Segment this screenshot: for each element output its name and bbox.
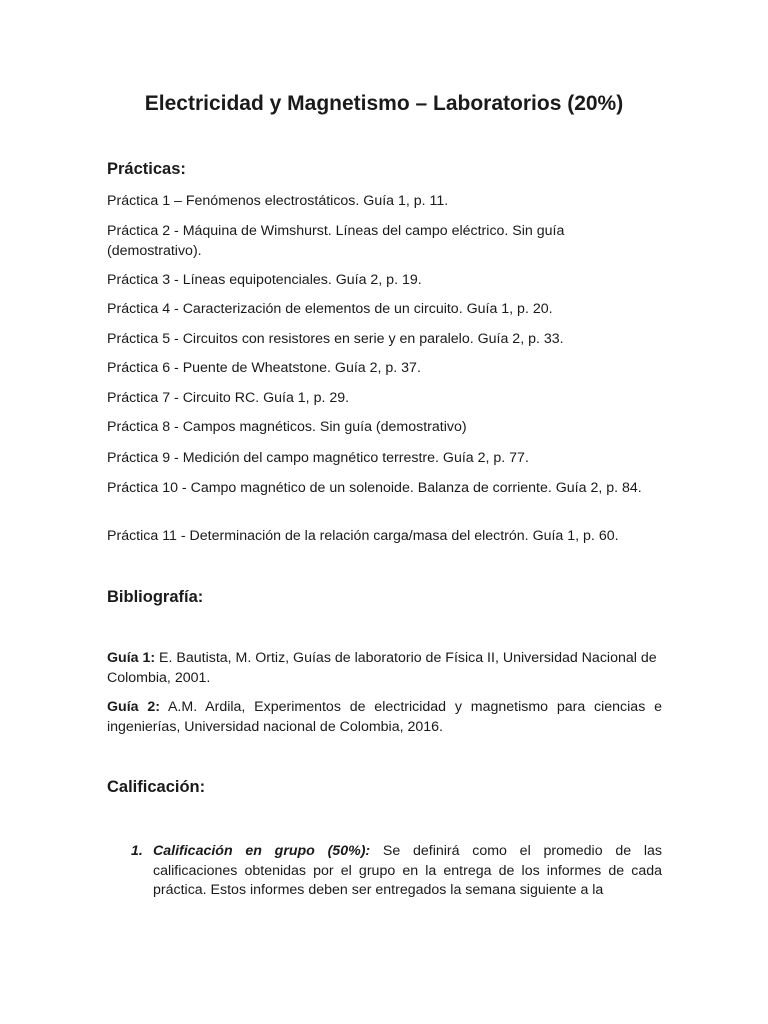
- list-item-text: Se definirá como el promedio de las calificaciones obtenidas por el grupo en la entrega de los informes de cada práctica. Estos informes deben ser entregados la semana siguiente a la: [153, 843, 662, 898]
- bibliography-entry: [107, 649, 662, 688]
- guia2-label: Guía 2:: [107, 699, 160, 715]
- page-title: Electricidad y Magnetismo – Laboratorios (20%): [144, 92, 624, 115]
- practica-item: Práctica 11 - Determinación de la relación carga/masa del electrón. Guía 1, p. 60.: [107, 528, 619, 544]
- guia1-label: Guía 1:: [107, 650, 156, 666]
- practica-item: Práctica 2 - Máquina de Wimshurst. Líneas del campo eléctrico. Sin guía (demostrativo).: [107, 223, 565, 259]
- practica-item: Práctica 8 - Campos magnéticos. Sin guía (demostrativo): [107, 419, 467, 435]
- practica-item: Práctica 6 - Puente de Wheatstone. Guía 2, p. 37.: [107, 360, 421, 376]
- bibliografia-heading: Bibliografía:: [107, 588, 204, 606]
- calificacion-heading: Calificación:: [107, 778, 206, 796]
- list-number: 1.: [131, 843, 143, 859]
- practica-item: Práctica 5 - Circuitos con resistores en serie y en paralelo. Guía 2, p. 33.: [107, 331, 564, 347]
- list-item-body: [131, 842, 662, 901]
- guia1-text: E. Bautista, M. Ortiz, Guías de laboratorio de Física II, Universidad Nacional de Colombia, 2001.: [107, 650, 657, 686]
- practica-item: Práctica 1 – Fenómenos electrostáticos. Guía 1, p. 11.: [107, 193, 449, 209]
- list-item-label: Calificación en grupo (50%):: [153, 843, 371, 859]
- practica-item: Práctica 9 - Medición del campo magnético terrestre. Guía 2, p. 77.: [107, 450, 529, 466]
- practica-item: Práctica 4 - Caracterización de elementos de un circuito. Guía 1, p. 20.: [107, 301, 553, 317]
- practica-item: Práctica 3 - Líneas equipotenciales. Guía 2, p. 19.: [107, 272, 422, 288]
- practica-item: Práctica 10 - Campo magnético de un solenoide. Balanza de corriente. Guía 2, p. 84.: [107, 480, 642, 496]
- guia2-text: A.M. Ardila, Experimentos de electricidad y magnetismo para ciencias e ingenierías, Universidad nacional de Colombia, 2016.: [107, 699, 662, 735]
- practica-item: Práctica 7 - Circuito RC. Guía 1, p. 29.: [107, 390, 350, 406]
- bibliography-entry: [107, 698, 662, 737]
- practicas-heading: Prácticas:: [107, 160, 186, 178]
- list-item: [131, 842, 662, 901]
